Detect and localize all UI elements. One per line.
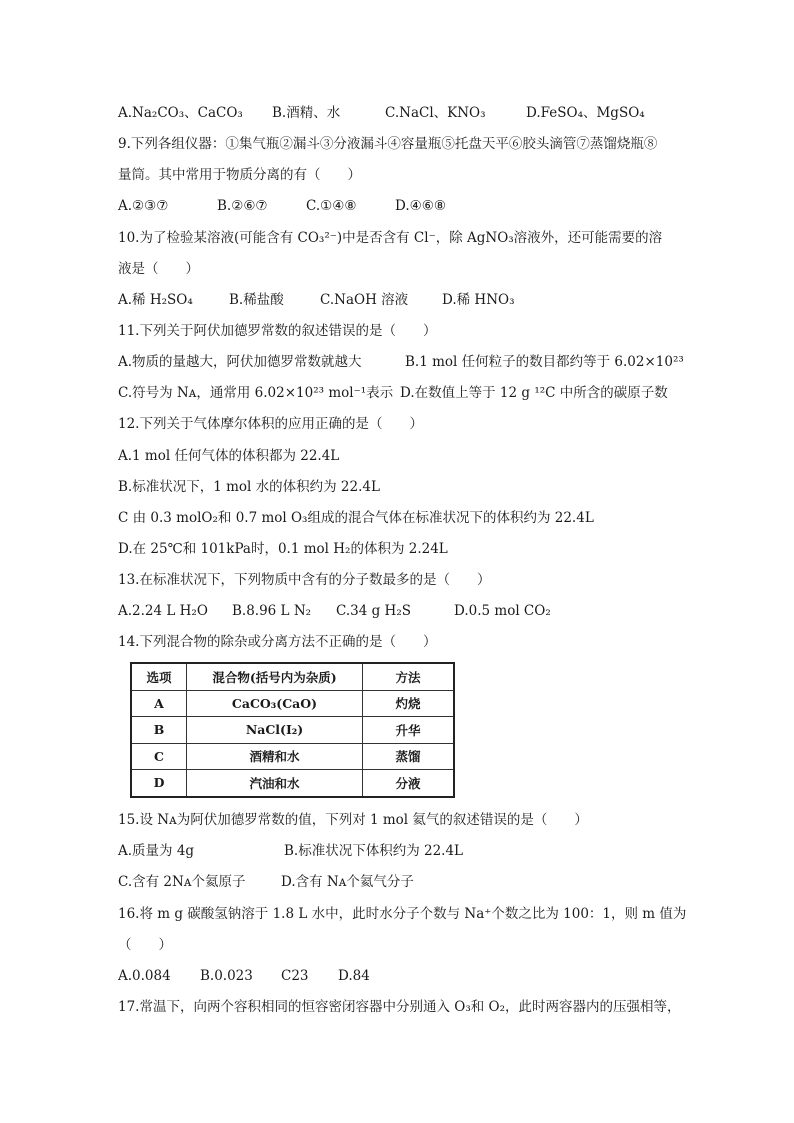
table-cell-method: 分液 — [363, 770, 455, 797]
q12-option-d: D.在 25℃和 101kPa时，0.1 mol H₂的体积为 2.24L — [118, 541, 448, 557]
table-cell-mixture: NaCl(I₂) — [187, 717, 363, 744]
table-cell-mixture: 酒精和水 — [187, 743, 363, 770]
table-cell-method: 升华 — [363, 717, 455, 744]
q12-option-c: C 由 0.3 molO₂和 0.7 mol O₃组成的混合气体在标准状况下的体积约为 22.4L — [118, 510, 594, 526]
q16-stem-line2: （ ） — [118, 937, 172, 953]
q8-option-b: B.酒精、水 — [272, 105, 341, 121]
q10-option-b: B.稀盐酸 — [229, 292, 284, 308]
q10-option-c: C.NaOH 溶液 — [320, 292, 409, 308]
table-row — [131, 743, 454, 770]
q15-options-row1 — [118, 841, 463, 861]
q10-option-a: A.稀 H₂SO₄ — [118, 292, 193, 308]
q16-option-c: C23 — [281, 968, 309, 984]
q13-option-a: A.2.24 L H₂O — [118, 603, 208, 619]
q17-stem-line1: 17.常温下，向两个容积相同的恒容密闭容器中分别通入 O₃和 O₂，此时两容器内的压强相等， — [118, 999, 681, 1015]
table-cell-method: 灼烧 — [363, 690, 455, 717]
q15-options-row2 — [118, 872, 414, 892]
table-cell-option: D — [131, 770, 187, 797]
q14-stem: 14.下列混合物的除杂或分离方法不正确的是（ ） — [118, 634, 437, 650]
q16-option-b: B.0.023 — [200, 968, 253, 984]
table-row — [131, 770, 454, 797]
q16-options — [118, 966, 370, 986]
table-cell-option: B — [131, 717, 187, 744]
q9-option-c: C.①④⑧ — [306, 198, 357, 214]
q9-option-a: A.②③⑦ — [118, 198, 169, 214]
table-cell-method: 蒸馏 — [363, 743, 455, 770]
table-cell-mixture: CaCO₃(CaO) — [187, 690, 363, 717]
q8-options — [118, 103, 645, 123]
q15-option-a: A.质量为 4g — [118, 843, 195, 859]
q10-option-d: D.稀 HNO₃ — [442, 292, 515, 308]
q13-option-c: C.34 g H₂S — [336, 603, 411, 619]
q10-stem-line1: 10.为了检验某溶液(可能含有 CO₃²⁻)中是否含有 Cl⁻，除 AgNO₃溶液外，还可能需要的溶 — [118, 230, 663, 246]
q15-option-d: D.含有 Nᴀ个氦气分子 — [281, 874, 414, 890]
q11-stem: 11.下列关于阿伏加德罗常数的叙述错误的是（ ） — [118, 323, 437, 339]
table-cell-mixture: 汽油和水 — [187, 770, 363, 797]
q11-options-row2 — [118, 383, 668, 403]
q12-option-b: B.标准状况下，1 mol 水的体积约为 22.4L — [118, 479, 380, 495]
q15-stem: 15.设 Nᴀ为阿伏加德罗常数的值，下列对 1 mol 氦气的叙述错误的是（ ） — [118, 812, 588, 828]
q16-option-a: A.0.084 — [118, 968, 171, 984]
q15-option-c: C.含有 2Nᴀ个氦原子 — [118, 874, 246, 890]
q8-option-d: D.FeSO₄、MgSO₄ — [526, 105, 645, 121]
q16-option-d: D.84 — [338, 968, 370, 984]
q11-option-c: C.符号为 Nᴀ，通常用 6.02×10²³ mol⁻¹表示 — [118, 385, 394, 401]
q10-stem-line2: 液是（ ） — [118, 261, 199, 277]
q16-stem-line1: 16.将 m g 碳酸氢钠溶于 1.8 L 水中，此时水分子个数与 Na⁺个数之比为 100：1，则 m 值为 — [118, 906, 687, 922]
q13-stem: 13.在标准状况下，下列物质中含有的分子数最多的是（ ） — [118, 572, 491, 588]
q9-stem-line1: 9.下列各组仪器：①集气瓶②漏斗③分液漏斗④容量瓶⑤托盘天平⑥胶头滴管⑦蒸馏烧瓶⑧ — [118, 136, 658, 152]
q10-options — [118, 290, 515, 310]
q9-stem-line2: 量筒。其中常用于物质分离的有（ ） — [118, 167, 361, 183]
table-header-row — [131, 663, 454, 690]
table-row — [131, 690, 454, 717]
q11-option-b: B.1 mol 任何粒子的数目都约等于 6.02×10²³ — [405, 354, 684, 370]
q14-table — [130, 662, 455, 798]
table-row — [131, 717, 454, 744]
q11-option-d: D.在数值上等于 12 g ¹²C 中所含的碳原子数 — [400, 385, 668, 401]
table-header-method: 方法 — [363, 663, 455, 690]
q13-option-d: D.0.5 mol CO₂ — [454, 603, 551, 619]
q13-option-b: B.8.96 L N₂ — [232, 603, 312, 619]
q8-option-a: A.Na₂CO₃、CaCO₃ — [118, 105, 243, 121]
table-header-mixture: 混合物(括号内为杂质) — [187, 663, 363, 690]
q15-option-b: B.标准状况下体积约为 22.4L — [284, 843, 464, 859]
q9-option-b: B.②⑥⑦ — [217, 198, 268, 214]
table-cell-option: A — [131, 690, 187, 717]
table-cell-option: C — [131, 743, 187, 770]
q12-stem: 12.下列关于气体摩尔体积的应用正确的是（ ） — [118, 416, 423, 432]
q11-option-a: A.物质的量越大，阿伏加德罗常数就越大 — [118, 354, 362, 370]
q12-option-a: A.1 mol 任何气体的体积都为 22.4L — [118, 448, 340, 464]
q11-options-row1 — [118, 352, 684, 372]
q9-options — [118, 196, 446, 216]
q8-option-c: C.NaCl、KNO₃ — [385, 105, 486, 121]
q9-option-d: D.④⑥⑧ — [395, 198, 446, 214]
q13-options — [118, 601, 551, 621]
table-header-option: 选项 — [131, 663, 187, 690]
